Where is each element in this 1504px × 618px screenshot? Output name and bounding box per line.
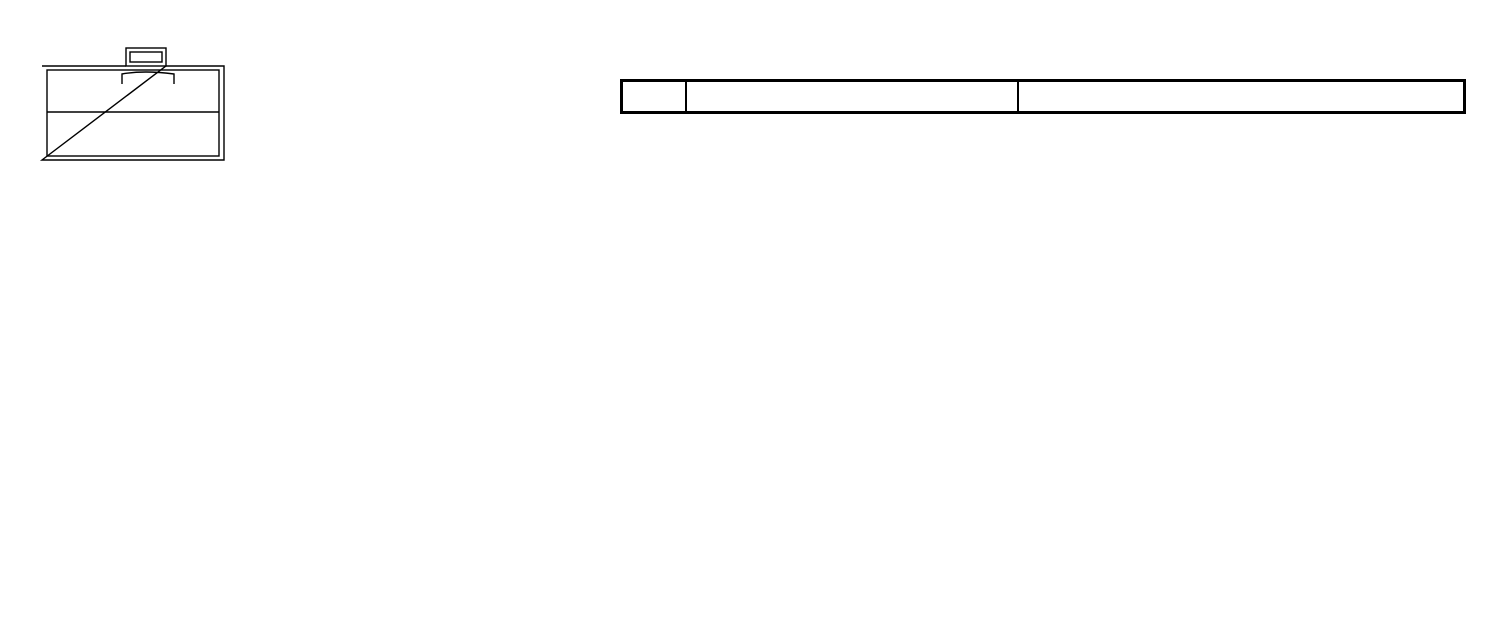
table-header-row (622, 81, 1465, 113)
header-cav (622, 81, 686, 113)
header-function (1018, 81, 1465, 113)
pinout-table (620, 79, 1466, 114)
connector-face-icon (14, 44, 264, 194)
connector-diagram (14, 44, 264, 194)
header-circuit (686, 81, 1018, 113)
